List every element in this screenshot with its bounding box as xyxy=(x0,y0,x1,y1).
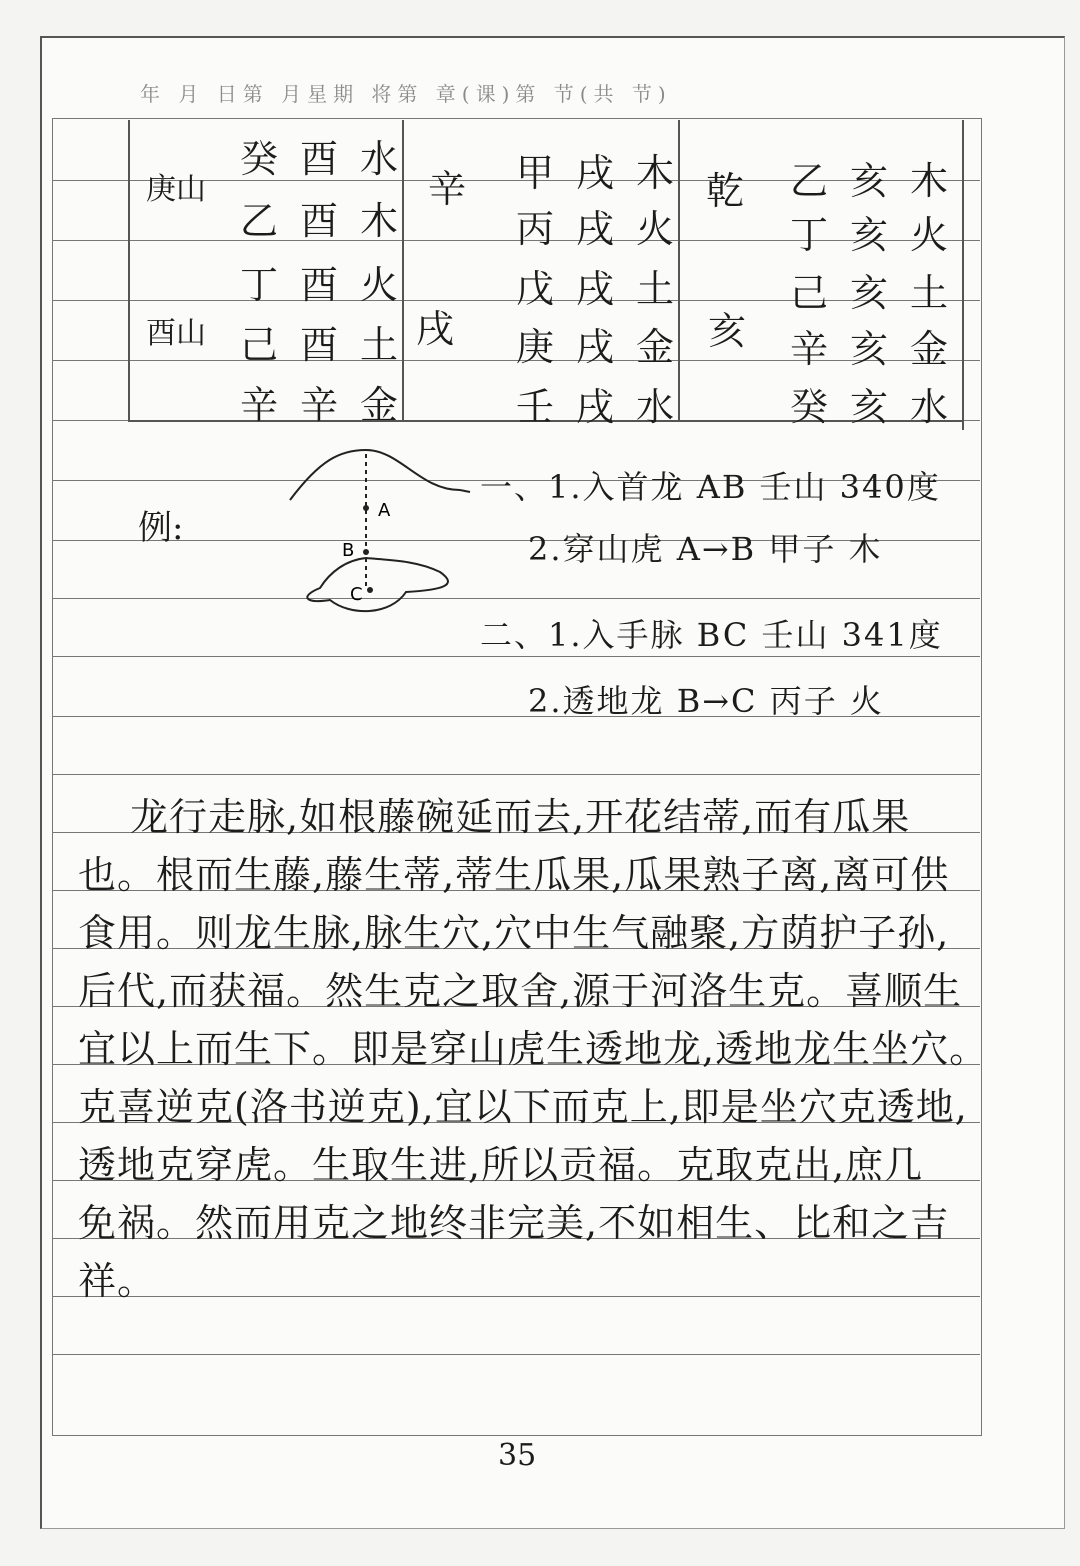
table-cell: 辛辛金 xyxy=(240,383,421,427)
table-cell: 癸酉水 xyxy=(240,137,421,181)
table-cell: 丙戌火 xyxy=(516,207,697,251)
table-cell: 丁亥火 xyxy=(790,213,971,257)
point-a xyxy=(363,505,369,511)
example-line: 2.穿山虎 A→B 甲子 木 xyxy=(528,530,883,568)
example-line: 二、1.入手脉 BC 壬山 341度 xyxy=(480,616,943,654)
hill-outline xyxy=(307,558,448,611)
table-mountain-label: 庚山 xyxy=(146,172,206,207)
point-c xyxy=(367,587,373,593)
table-mountain-label: 乾 xyxy=(706,169,745,213)
table-cell: 己亥土 xyxy=(790,271,971,315)
table-cell: 辛亥金 xyxy=(790,327,971,371)
paragraph-line: 宜以上而生下。即是穿山虎生透地龙,透地龙生坐穴。 xyxy=(78,1027,989,1071)
paragraph-line: 食用。则龙生脉,脉生穴,穴中生气融聚,方荫护子孙, xyxy=(78,911,950,955)
table-cell: 庚戌金 xyxy=(516,325,697,369)
table-cell: 戊戌土 xyxy=(516,267,697,311)
example-line: 一、1.入首龙 AB 壬山 340度 xyxy=(480,468,941,506)
diagram-label-b: B xyxy=(342,540,355,561)
paragraph-line: 免祸。然而用克之地终非完美,不如相生、比和之吉 xyxy=(78,1201,950,1245)
table-border-left xyxy=(128,120,130,420)
table-cell: 己酉土 xyxy=(240,323,421,367)
rule-line xyxy=(52,1354,980,1355)
mountain-ridge-curve xyxy=(290,450,460,500)
point-b xyxy=(363,549,369,555)
paragraph-line: 也。根而生藤,藤生蒂,蒂生瓜果,瓜果熟子离,离可供 xyxy=(78,853,950,897)
page-header: 年 月 日第 月星期 将第 章(课)第 节(共 节) xyxy=(140,82,672,106)
paragraph-line: 祥。 xyxy=(78,1259,157,1303)
dash-mark xyxy=(460,490,470,492)
table-mountain-label: 辛 xyxy=(428,167,467,211)
rule-line xyxy=(52,598,980,599)
table-mountain-label: 戌 xyxy=(416,307,455,351)
table-mountain-label: 亥 xyxy=(708,309,747,353)
example-label: 例: xyxy=(138,508,184,548)
table-cell: 乙亥木 xyxy=(790,159,971,203)
table-cell: 癸亥水 xyxy=(790,385,971,429)
paragraph-line: 克喜逆克(洛书逆克),宜以下而克上,即是坐穴克透地, xyxy=(78,1085,968,1129)
diagram-label-a: A xyxy=(378,500,391,521)
table-cell: 丁酉火 xyxy=(240,263,421,307)
table-cell: 壬戌水 xyxy=(516,385,697,429)
rule-line xyxy=(52,656,980,657)
rule-line xyxy=(52,1296,980,1297)
table-cell: 甲戌木 xyxy=(516,151,697,195)
dragon-vein-diagram xyxy=(290,440,470,640)
paragraph-line: 龙行走脉,如根藤碗延而去,开花结蒂,而有瓜果 xyxy=(130,795,911,839)
page-number: 35 xyxy=(498,1438,537,1473)
diagram-label-c: C xyxy=(350,584,363,605)
table-mountain-label: 酉山 xyxy=(146,316,206,351)
example-line: 2.透地龙 B→C 丙子 火 xyxy=(528,682,884,720)
table-cell: 乙酉木 xyxy=(240,199,421,243)
paragraph-line: 透地克穿虎。生取生进,所以贡福。克取克出,庶几 xyxy=(78,1143,924,1187)
paragraph-line: 后代,而获福。然生克之取舍,源于河洛生克。喜顺生 xyxy=(78,969,963,1013)
rule-line xyxy=(52,774,980,775)
